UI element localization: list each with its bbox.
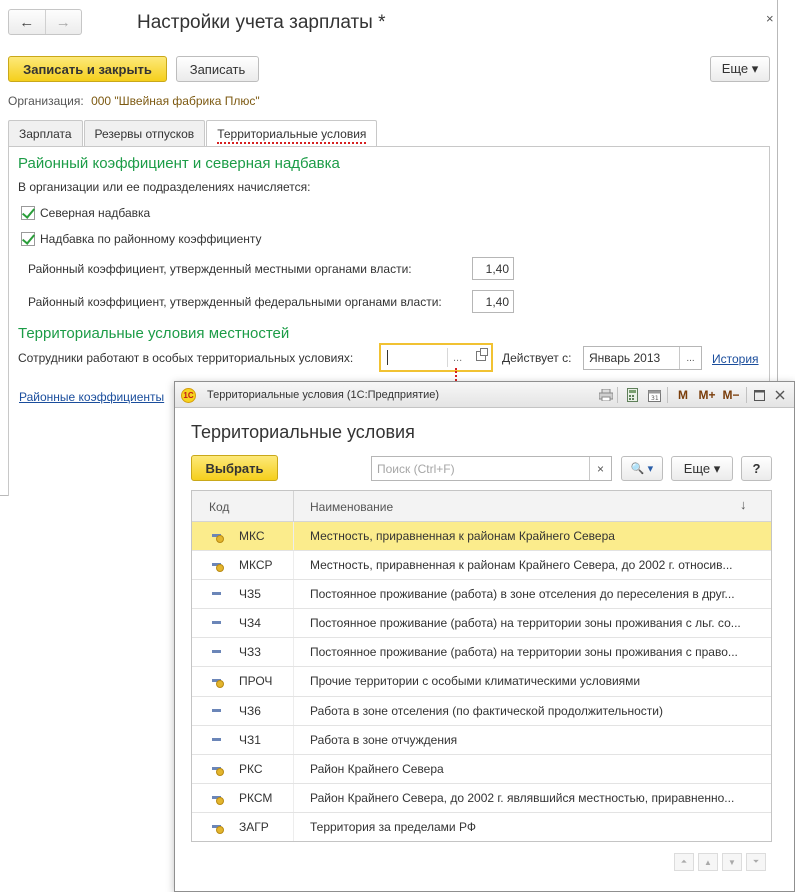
table-row[interactable] — [192, 813, 771, 842]
cell-name: Работа в зоне отчуждения — [310, 732, 458, 747]
memory-m-button[interactable]: M — [678, 388, 688, 402]
table-row[interactable] — [192, 580, 771, 609]
history-link[interactable]: История — [712, 352, 759, 366]
valid-from-value: Январь 2013 — [589, 351, 661, 365]
employees-conditions-label: Сотрудники работают в особых территориальных условиях: — [18, 351, 354, 365]
save-and-close-button[interactable]: Записать и закрыть — [8, 56, 167, 82]
cell-code: ЧЗ5 — [239, 587, 261, 602]
section-territorial-title: Территориальные условия местностей — [18, 325, 290, 342]
column-separator — [293, 813, 294, 841]
forward-arrow-icon[interactable]: → — [45, 10, 82, 34]
valid-from-label: Действует с: — [502, 351, 572, 365]
cell-name: Район Крайнего Севера, до 2002 г. являвшийся местностью, приравненно... — [310, 790, 735, 805]
cell-name: Территория за пределами РФ — [310, 819, 476, 834]
search-placeholder: Поиск (Ctrl+F) — [377, 462, 455, 476]
tab-territorial-conditions[interactable] — [206, 120, 377, 147]
table-row[interactable] — [192, 638, 771, 667]
column-header-code[interactable]: Код — [209, 500, 230, 514]
save-button[interactable]: Записать — [176, 56, 259, 82]
open-icon[interactable] — [476, 351, 486, 361]
regional-coef-checkbox[interactable] — [21, 232, 35, 246]
calculator-icon[interactable] — [625, 388, 639, 402]
memory-minus-button[interactable]: M− — [722, 388, 740, 402]
cell-name: Постоянное проживание (работа) на территории зоны проживания с льг. со... — [310, 616, 741, 631]
navigation-buttons — [8, 9, 82, 35]
local-coef-label: Районный коэффициент, утвержденный местными органами власти: — [28, 262, 412, 276]
group-item-icon — [212, 796, 221, 799]
maximize-icon[interactable] — [752, 388, 766, 402]
column-separator — [293, 580, 294, 608]
list-item-icon — [212, 650, 221, 653]
federal-coef-input[interactable]: 1,40 — [472, 290, 514, 313]
cell-name: Местность, приравненная к районам Крайнего Севера, до 2002 г. относив... — [310, 558, 733, 573]
cell-code: ЧЗ3 — [239, 645, 261, 660]
select-button[interactable]: Выбрать — [191, 455, 278, 481]
popup-title: Территориальные условия — [191, 422, 415, 442]
popup-more-button[interactable]: Еще ▾ — [671, 456, 733, 481]
north-allowance-checkbox[interactable] — [21, 206, 35, 220]
help-button[interactable]: ? — [741, 456, 772, 481]
scroll-top-icon[interactable]: ⏶ — [674, 853, 694, 871]
regional-coef-label: Надбавка по районному коэффициенту — [40, 232, 262, 246]
regional-coefficients-link[interactable]: Районные коэффициенты — [19, 390, 165, 404]
text-caret — [387, 350, 388, 365]
column-separator — [293, 491, 294, 522]
group-item-icon — [212, 679, 221, 682]
valid-from-input[interactable] — [583, 346, 702, 370]
group-item-icon — [212, 825, 221, 828]
cell-code: МКС — [239, 529, 265, 543]
organization-label: Организация: — [8, 94, 84, 108]
popup-titlebar — [175, 382, 794, 408]
cell-code: МКСР — [239, 558, 273, 573]
territorial-conditions-popup — [174, 381, 795, 892]
toolbar-separator — [746, 387, 747, 403]
column-separator — [293, 726, 294, 754]
column-separator — [293, 784, 294, 812]
table-body — [192, 522, 771, 842]
north-allowance-label: Северная надбавка — [40, 206, 151, 220]
table-row[interactable] — [192, 522, 771, 551]
cell-name: Работа в зоне отселения (по фактической продолжительности) — [310, 703, 663, 718]
table-row[interactable] — [192, 551, 771, 580]
more-button[interactable]: Еще ▾ — [710, 56, 770, 82]
table-row[interactable] — [192, 609, 771, 638]
clear-search-icon[interactable]: × — [589, 457, 611, 480]
table-header — [192, 491, 771, 522]
column-separator — [293, 697, 294, 725]
column-separator — [293, 522, 294, 550]
column-separator — [293, 667, 294, 695]
table-row[interactable] — [192, 697, 771, 726]
field-separator — [447, 348, 448, 367]
popup-window-title: Территориальные условия (1С:Предприятие) — [207, 389, 440, 401]
cell-code: ЧЗ4 — [239, 616, 261, 631]
cell-code: ПРОЧ — [239, 674, 273, 689]
territorial-conditions-input[interactable] — [379, 343, 493, 372]
table-row[interactable] — [192, 667, 771, 696]
federal-coef-label: Районный коэффициент, утвержденный федеральными органами власти: — [28, 295, 442, 309]
toolbar-separator — [667, 387, 668, 403]
search-options-button[interactable]: 🔍 ▾ — [621, 456, 663, 481]
sort-arrow-icon: ↓ — [740, 497, 747, 512]
cell-code: РКС — [239, 761, 263, 776]
calendar-icon[interactable] — [647, 388, 661, 402]
back-arrow-icon[interactable]: ← — [19, 13, 35, 31]
scroll-bottom-icon[interactable]: ⏷ — [746, 853, 766, 871]
column-separator — [293, 638, 294, 666]
list-item-icon — [212, 621, 221, 624]
toolbar-separator — [617, 387, 618, 403]
print-icon[interactable] — [599, 388, 613, 402]
scroll-up-icon[interactable]: ▲ — [698, 853, 718, 871]
cell-code: ЧЗ1 — [239, 732, 261, 747]
table-row[interactable] — [192, 726, 771, 755]
list-item-icon — [212, 738, 221, 741]
window-title: Настройки учета зарплаты * — [137, 12, 386, 33]
cell-code: ЧЗ6 — [239, 703, 261, 718]
cell-code: ЗАГР — [239, 819, 269, 834]
tab-vacation-reserves[interactable]: Резервы отпусков — [84, 120, 206, 146]
date-select-button[interactable]: ... — [679, 347, 701, 369]
organization-link[interactable]: 000 "Швейная фабрика Плюс" — [91, 94, 260, 108]
column-header-name[interactable]: Наименование — [310, 500, 394, 514]
organization-line — [8, 94, 260, 108]
tab-territorial-conditions-label: Территориальные условия — [217, 127, 367, 141]
section-regional-intro: В организации или ее подразделениях начисляется: — [18, 180, 311, 194]
cell-name: Местность, приравненная к районам Крайнего Севера — [310, 529, 615, 543]
column-separator — [293, 609, 294, 637]
group-item-icon — [212, 563, 221, 566]
list-item-icon — [212, 592, 221, 595]
close-icon[interactable] — [773, 388, 787, 402]
svg-text:31: 31 — [650, 394, 659, 402]
cell-name: Постоянное проживание (работа) в зоне отселения до переселения в друг... — [310, 587, 735, 602]
territorial-conditions-table — [191, 490, 772, 842]
table-row[interactable] — [192, 784, 771, 813]
table-scroll-controls — [191, 853, 772, 875]
cell-code: РКСМ — [239, 790, 273, 805]
section-regional-title: Районный коэффициент и северная надбавка — [18, 155, 340, 172]
cell-name: Прочие территории с особыми климатическими условиями — [310, 674, 641, 689]
cell-name: Район Крайнего Севера — [310, 761, 444, 776]
tab-strip — [8, 120, 378, 147]
table-row[interactable] — [192, 755, 771, 784]
close-icon[interactable]: × — [766, 11, 774, 26]
app-logo-icon: 1С — [181, 388, 196, 403]
scroll-down-icon[interactable]: ▼ — [722, 853, 742, 871]
search-input[interactable] — [371, 456, 612, 481]
column-separator — [293, 551, 294, 579]
tab-highlight-underline — [217, 142, 366, 144]
memory-plus-button[interactable]: M+ — [698, 388, 716, 402]
cell-name: Постоянное проживание (работа) на территории зоны проживания с право... — [310, 645, 738, 660]
list-item-icon — [212, 709, 221, 712]
group-item-icon — [212, 534, 221, 537]
column-separator — [293, 755, 294, 783]
local-coef-input[interactable]: 1,40 — [472, 257, 514, 280]
select-dots-button[interactable]: ... — [453, 352, 463, 364]
tab-salary[interactable]: Зарплата — [8, 120, 83, 146]
group-item-icon — [212, 767, 221, 770]
